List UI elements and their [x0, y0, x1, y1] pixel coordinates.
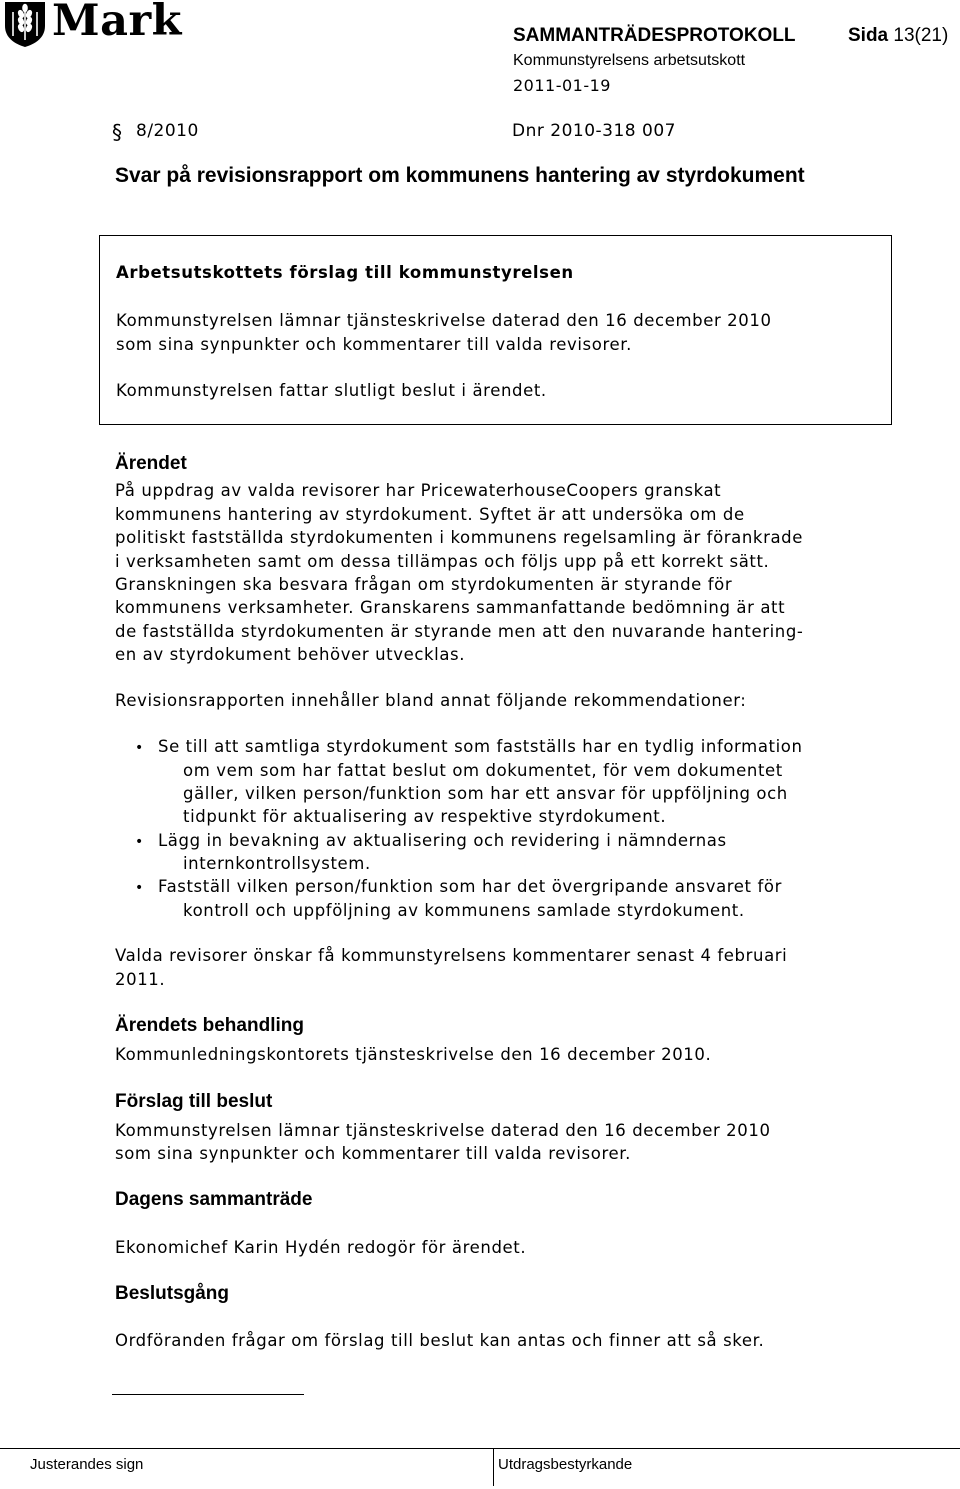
- section-heading-arendet: Ärendet: [115, 453, 187, 474]
- bullet-line: Fastställ vilken person/funktion som har det övergripande ansvaret för: [158, 877, 782, 896]
- proposal-line: som sina synpunkter och kommentarer till valda revisorer.: [116, 335, 632, 354]
- bullet-line: Se till att samtliga styrdokument som fastställs har en tydlig information: [158, 737, 803, 756]
- body-line: Ordföranden frågar om förslag till beslut kan antas och finner att så sker.: [115, 1331, 765, 1350]
- bullet-symbol: •: [135, 834, 144, 850]
- footer-utdragsbestyrkande: Utdragsbestyrkande: [498, 1456, 633, 1473]
- body-line: som sina synpunkter och kommentarer till valda revisorer.: [115, 1144, 631, 1163]
- footer-justerandes-sign: Justerandes sign: [30, 1456, 144, 1473]
- bullet-line: gäller, vilken person/funktion som har ett ansvar för uppföljning och: [183, 784, 788, 803]
- municipality-crest-icon: [3, 0, 47, 48]
- body-line: de fastställda styrdokumenten är styrande men att den nuvarande hantering-: [115, 622, 804, 641]
- recommendations-intro: Revisionsrapporten innehåller bland annat följande rekommendationer:: [115, 691, 747, 710]
- bullet-symbol: •: [135, 740, 144, 756]
- body-line: 2011.: [115, 970, 166, 989]
- section-heading-dagens: Dagens sammanträde: [115, 1189, 313, 1210]
- page-number: 13(21): [893, 25, 949, 46]
- body-line: Ekonomichef Karin Hydén redogör för ärendet.: [115, 1238, 527, 1257]
- bullet-symbol: •: [135, 880, 144, 896]
- paragraph-mark: §: [112, 120, 122, 144]
- signature-line: [112, 1394, 304, 1395]
- section-heading-beslutsgang: Beslutsgång: [115, 1283, 230, 1304]
- body-line: Granskningen ska besvara frågan om styrdokumenten är styrande för: [115, 575, 733, 594]
- protocol-title: SAMMANTRÄDESPROTOKOLL: [513, 25, 796, 46]
- body-line: kommunens verksamheter. Granskarens sammanfattande bedömning är att: [115, 598, 786, 617]
- bullet-line: om vem som har fattat beslut om dokumentet, för vem dokumentet: [183, 761, 783, 780]
- proposal-heading: Arbetsutskottets förslag till kommunstyrelsen: [116, 263, 574, 282]
- body-line: Kommunstyrelsen lämnar tjänsteskrivelse daterad den 16 december 2010: [115, 1121, 771, 1140]
- meeting-date: 2011-01-19: [513, 76, 611, 95]
- body-line: en av styrdokument behöver utvecklas.: [115, 645, 466, 664]
- case-number: 8/2010: [136, 121, 199, 141]
- section-heading-behandling: Ärendets behandling: [115, 1015, 304, 1036]
- bullet-line: tidpunkt för aktualisering av respektive styrdokument.: [183, 807, 667, 826]
- organ-name: Kommunstyrelsens arbetsutskott: [513, 52, 746, 69]
- section-heading-forslag: Förslag till beslut: [115, 1091, 273, 1112]
- body-line: Valda revisorer önskar få kommunstyrelsens kommentarer senast 4 februari: [115, 946, 788, 965]
- diary-number: Dnr 2010-318 007: [512, 121, 676, 141]
- bullet-line: internkontrollsystem.: [183, 854, 371, 873]
- bullet-line: Lägg in bevakning av aktualisering och revidering i nämndernas: [158, 831, 727, 850]
- footer-divider: [493, 1448, 494, 1486]
- page-indicator: [848, 25, 948, 47]
- case-title: Svar på revisionsrapport om kommunens hantering av styrdokument: [115, 164, 805, 187]
- body-line: kommunens hantering av styrdokument. Syftet är att undersöka om de: [115, 505, 745, 524]
- bullet-line: kontroll och uppföljning av kommunens samlade styrdokument.: [183, 901, 745, 920]
- logo-wordmark: Mark: [52, 0, 182, 46]
- body-line: Kommunledningskontorets tjänsteskrivelse den 16 december 2010.: [115, 1045, 712, 1064]
- body-line: På uppdrag av valda revisorer har PricewaterhouseCoopers granskat: [115, 481, 722, 500]
- body-line: i verksamheten samt om dessa tillämpas och följs upp på ett korrekt sätt.: [115, 552, 770, 571]
- footer-rule: [0, 1448, 960, 1449]
- proposal-line: Kommunstyrelsen lämnar tjänsteskrivelse daterad den 16 december 2010: [116, 311, 772, 330]
- body-line: politiskt fastställda styrdokumenten i kommunens regelsamling är förankrade: [115, 528, 803, 547]
- page-label: Sida: [848, 25, 889, 46]
- proposal-line: Kommunstyrelsen fattar slutligt beslut i ärendet.: [116, 381, 547, 400]
